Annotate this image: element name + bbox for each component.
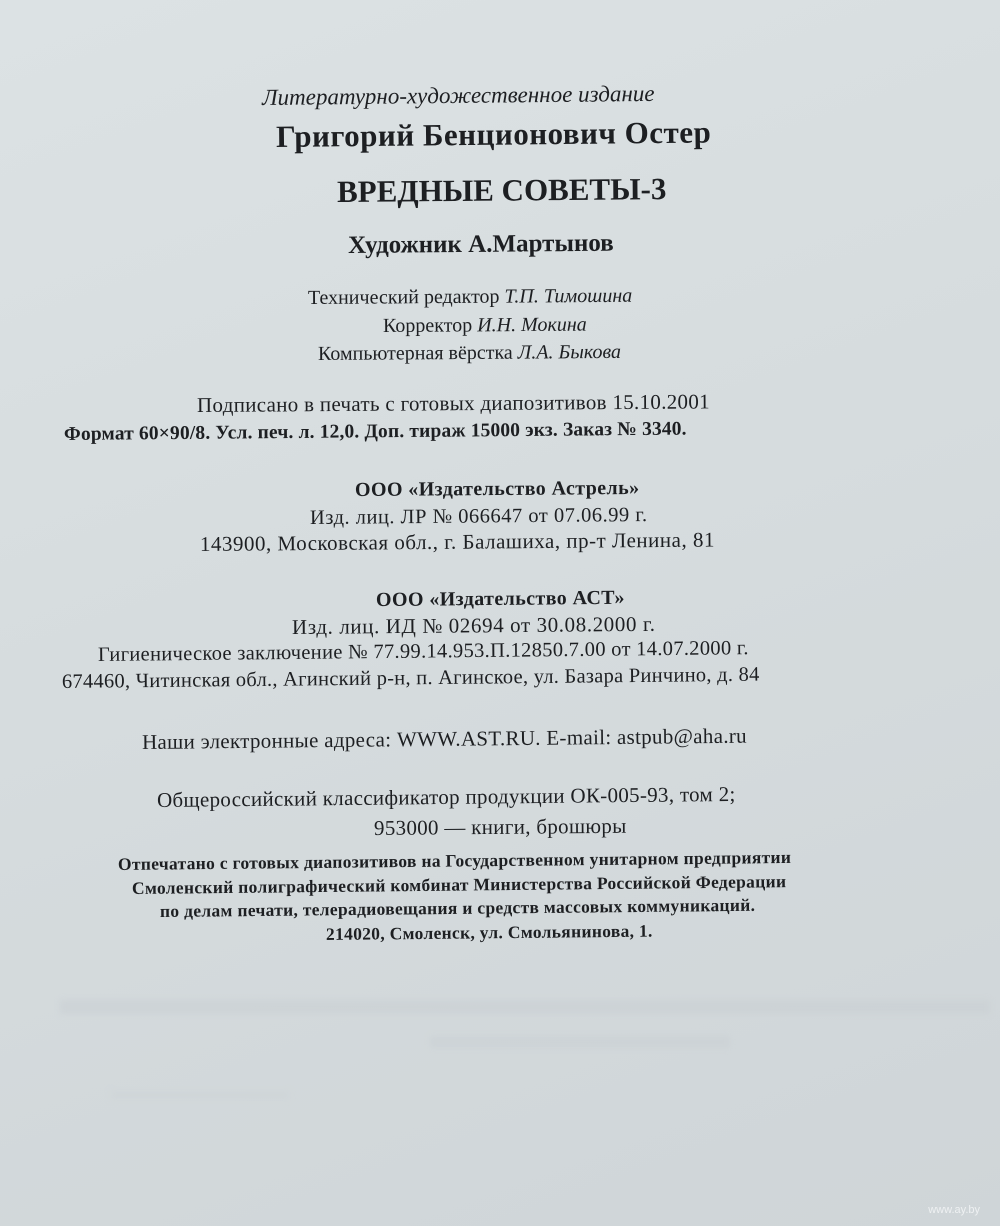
- publisher2-name: ООО «Издательство АСТ»: [375, 586, 625, 611]
- classifier-line-1: Общероссийский классификатор продукции ОК-005-93, том 2;: [156, 781, 736, 812]
- printer-line-2: Смоленский полиграфический комбинат Министерства Российской Федерации: [131, 871, 787, 898]
- format-line: Формат 60×90/8. Усл. печ. л. 12,0. Доп. тираж 15000 экз. Заказ № 3340.: [63, 418, 687, 445]
- show-through-line: [430, 1036, 730, 1048]
- book-title: ВРЕДНЫЕ СОВЕТЫ-3: [336, 171, 667, 209]
- publisher1-license: Изд. лиц. ЛР № 066647 от 07.06.99 г.: [309, 504, 648, 529]
- publisher1-name: ООО «Издательство Астрель»: [354, 477, 640, 501]
- proofreader: [383, 315, 587, 336]
- show-through-line: [60, 1000, 990, 1014]
- edition-type: Литературно-художественное издание: [261, 80, 655, 110]
- classifier-line-2: 953000 — книги, брошюры: [373, 813, 627, 840]
- printer-line-3: по делам печати, телерадиовещания и средств массовых коммуникаций.: [159, 894, 756, 921]
- printer-line-1: Отпечатано с готовых диапозитивов на Государственном унитарном предприятии: [117, 846, 792, 874]
- tech-editor-name: Т.П. Тимошина: [504, 284, 633, 308]
- publisher2-license: Изд. лиц. ИД № 02694 от 30.08.2000 г.: [291, 611, 656, 639]
- show-through-line: [110, 1090, 290, 1100]
- layout-name: Л.А. Быкова: [517, 340, 622, 364]
- proofreader-name: И.Н. Мокина: [477, 313, 587, 337]
- layout-designer: [318, 342, 621, 364]
- publisher1-address: 143900, Московская обл., г. Балашиха, пр-т Ленина, 81: [199, 527, 716, 556]
- printer-line-4: 214020, Смоленск, ул. Смольянинова, 1.: [325, 920, 653, 944]
- proofreader-role: Корректор: [382, 314, 473, 337]
- author-name: Григорий Бенционович Остер: [275, 114, 712, 154]
- publisher2-address: 674460, Читинская обл., Агинский р-н, п. Агинское, ул. Базара Ринчино, д. 84: [61, 663, 760, 693]
- watermark: www.ay.by: [928, 1204, 980, 1216]
- tech-editor: [308, 286, 632, 308]
- illustrator: Художник А.Мартынов: [347, 229, 614, 259]
- signed-to-print: Подписано в печать с готовых диапозитивов 15.10.2001: [196, 389, 710, 417]
- layout-role: Компьютерная вёрстка: [317, 341, 513, 365]
- email-addresses: Наши электронные адреса: WWW.AST.RU. E-mail: astpub@aha.ru: [141, 723, 748, 754]
- publisher2-hygiene: Гигиеническое заключение № 77.99.14.953.П.12850.7.00 от 14.07.2000 г.: [97, 637, 749, 666]
- tech-editor-role: Технический редактор: [307, 285, 500, 309]
